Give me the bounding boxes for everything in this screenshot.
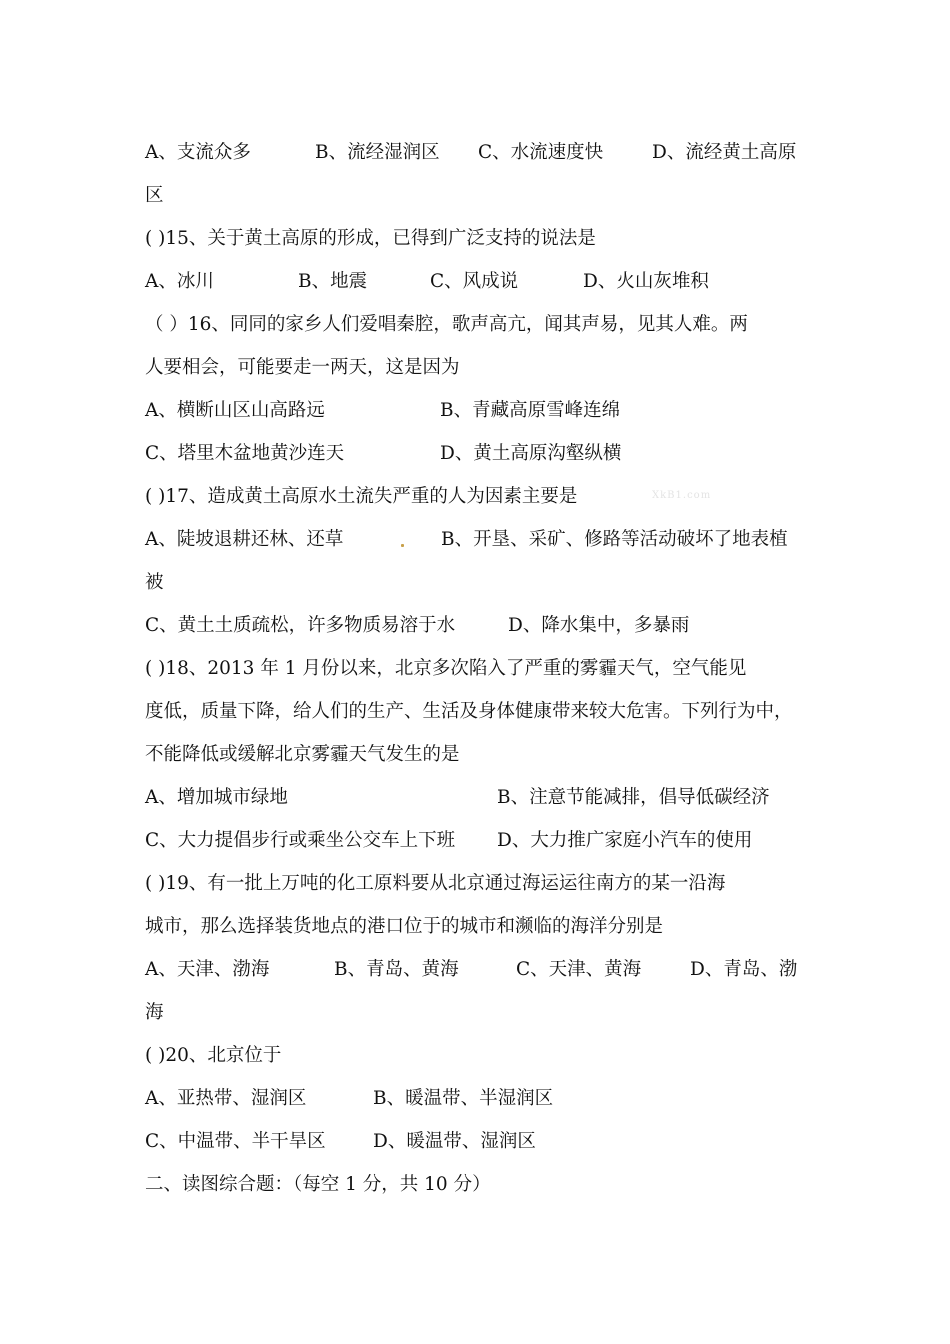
q20-option-b: B、暖温带、半湿润区 <box>373 1088 554 1109</box>
q14-option-a: A、支流众多 <box>145 142 251 163</box>
q18-option-a: A、增加城市绿地 <box>145 787 288 808</box>
q20-option-c: C、中温带、半干旱区 <box>145 1131 326 1152</box>
q16-option-b: B、青藏高原雪峰连绵 <box>440 400 621 421</box>
q15-option-c: C、风成说 <box>430 271 519 292</box>
q15-option-a: A、冰川 <box>145 271 214 292</box>
q14-option-d: D、流经黄土高原 <box>652 142 797 163</box>
watermark-text: XkB1.com <box>652 490 712 501</box>
q14-option-c: C、水流速度快 <box>478 142 604 163</box>
q18-option-c: C、大力提倡步行或乘坐公交车上下班 <box>145 830 456 851</box>
q15-stem: ( )15、关于黄土高原的形成，已得到广泛支持的说法是 <box>145 228 596 249</box>
q18-option-b: B、注意节能减排，倡导低碳经济 <box>497 787 770 808</box>
q17-option-b-continuation: 被 <box>145 572 164 593</box>
q16-stem-line1: （ ）16、同同的家乡人们爱唱秦腔，歌声高亢，闻其声易，见其人难。两 <box>145 314 748 335</box>
q19-option-a: A、天津、渤海 <box>145 959 270 980</box>
q17-option-b: B、开垦、采矿、修路等活动破坏了地表植 <box>441 529 788 550</box>
q20-option-a: A、亚热带、湿润区 <box>145 1088 307 1109</box>
q19-option-d-continuation: 海 <box>145 1002 164 1023</box>
q20-stem: ( )20、北京位于 <box>145 1045 282 1066</box>
q17-stem: ( )17、造成黄土高原水土流失严重的人为因素主要是 <box>145 486 578 507</box>
section-2-heading: 二、读图综合题：（每空 1 分，共 10 分） <box>145 1174 491 1195</box>
q16-option-c: C、塔里木盆地黄沙连天 <box>145 443 345 464</box>
q18-stem-line2: 度低，质量下降，给人们的生产、生活及身体健康带来较大危害。下列行为中， <box>145 701 793 722</box>
q18-stem-line1: ( )18、2013 年 1 月份以来，北京多次陷入了严重的雾霾天气，空气能见 <box>145 658 747 679</box>
q17-option-d: D、降水集中，多暴雨 <box>508 615 690 636</box>
q15-option-b: B、地震 <box>298 271 368 292</box>
speck-mark <box>401 544 404 547</box>
q18-stem-line3: 不能降低或缓解北京雾霾天气发生的是 <box>145 744 460 765</box>
q19-option-d: D、青岛、渤 <box>690 959 798 980</box>
q17-option-c: C、黄土土质疏松，许多物质易溶于水 <box>145 615 456 636</box>
q20-option-d: D、暖温带、湿润区 <box>373 1131 536 1152</box>
q14-option-b: B、流经湿润区 <box>315 142 440 163</box>
q18-option-d: D、大力推广家庭小汽车的使用 <box>497 830 753 851</box>
q19-stem-line2: 城市，那么选择装货地点的港口位于的城市和濒临的海洋分别是 <box>145 916 664 937</box>
q19-option-b: B、青岛、黄海 <box>334 959 459 980</box>
q15-option-d: D、火山灰堆积 <box>583 271 709 292</box>
q14-option-d-continuation: 区 <box>145 185 164 206</box>
q19-option-c: C、天津、黄海 <box>516 959 642 980</box>
q16-stem-line2: 人要相会，可能要走一两天，这是因为 <box>145 357 460 378</box>
q16-option-d: D、黄土高原沟壑纵横 <box>440 443 622 464</box>
q16-option-a: A、横断山区山高路远 <box>145 400 325 421</box>
q19-stem-line1: ( )19、有一批上万吨的化工原料要从北京通过海运运往南方的某一沿海 <box>145 873 726 894</box>
q17-option-a: A、陡坡退耕还林、还草 <box>145 529 344 550</box>
